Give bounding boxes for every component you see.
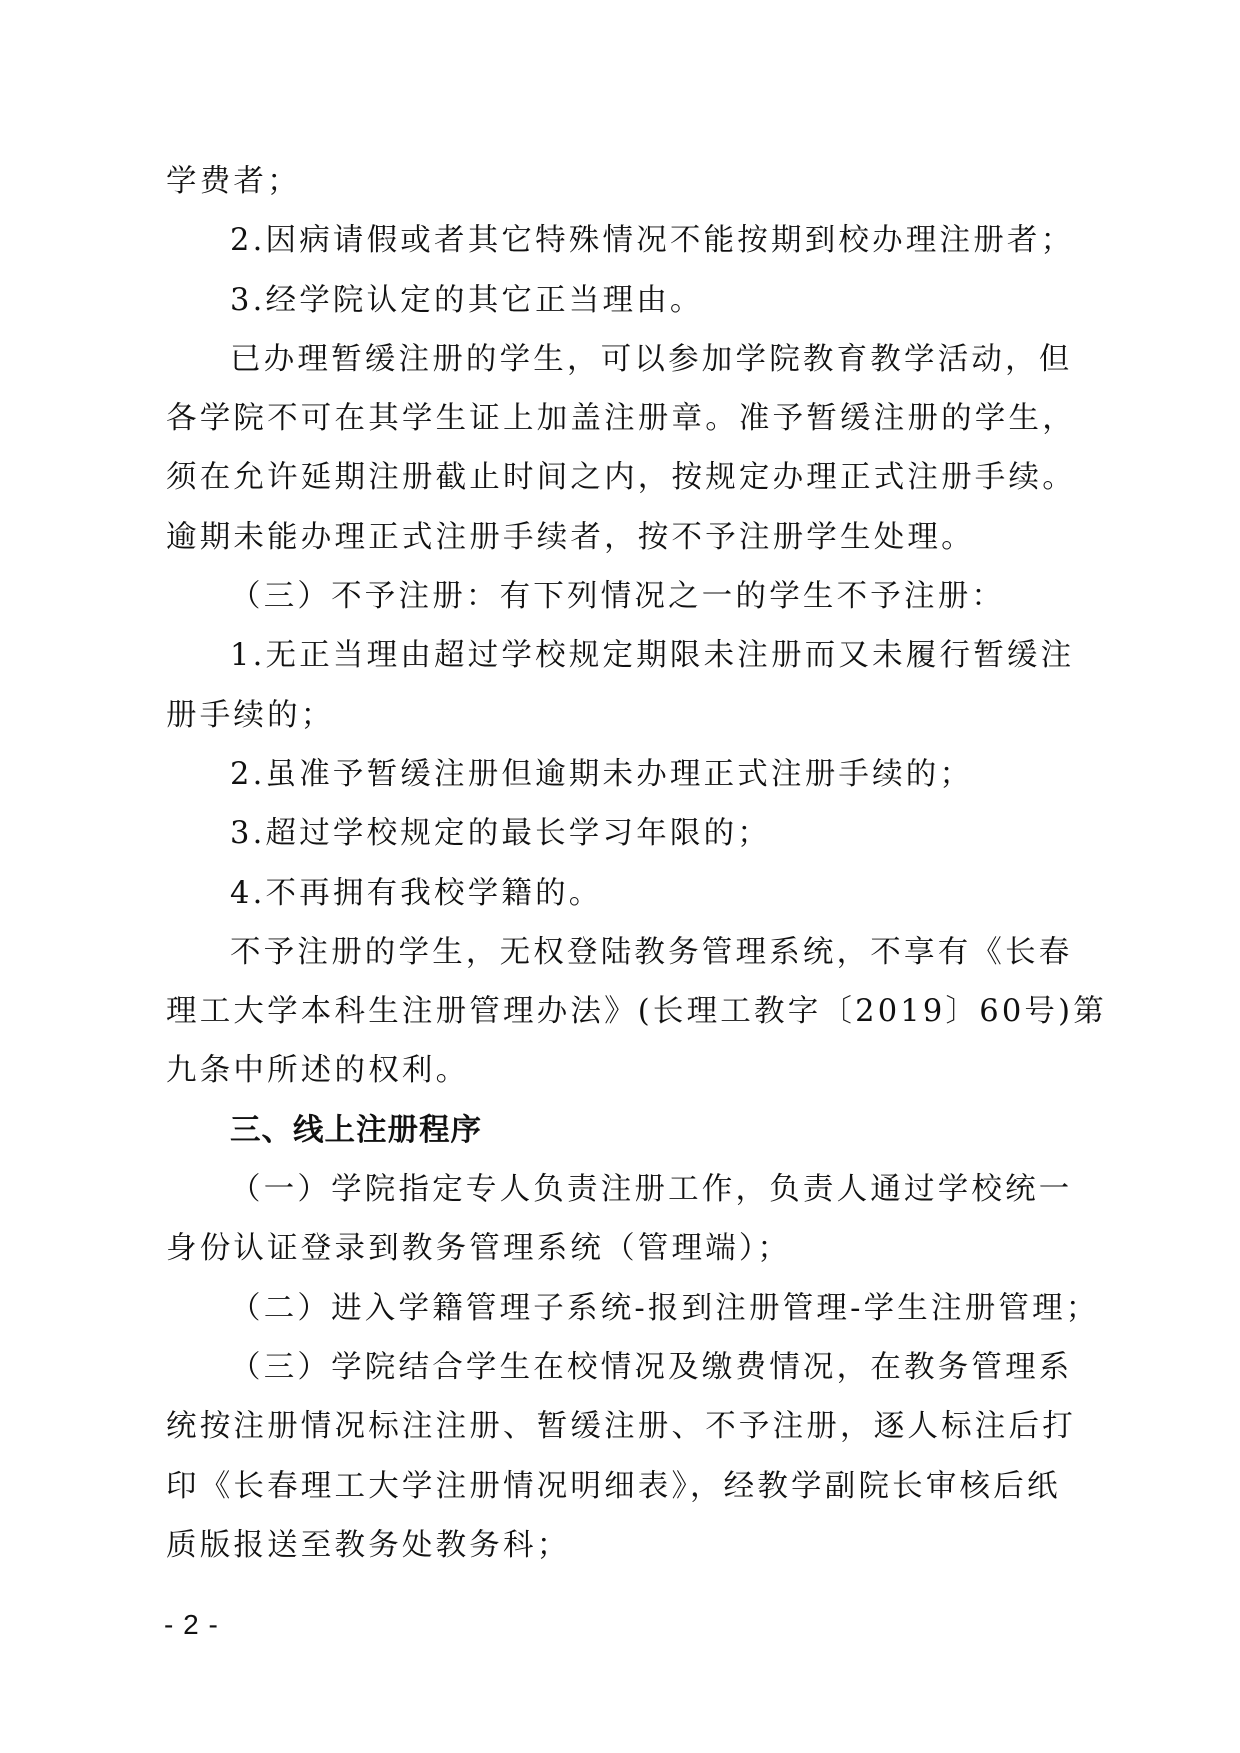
list-item-continuation: 册手续的；	[166, 697, 335, 733]
list-item: 4.不再拥有我校学籍的。	[230, 875, 603, 911]
list-item: 2.因病请假或者其它特殊情况不能按期到校办理注册者；	[230, 223, 1075, 259]
paragraph-line: 九条中所述的权利。	[166, 1053, 470, 1089]
list-item: 1.无正当理由超过学校规定期限未注册而又未履行暂缓注	[230, 638, 1075, 674]
list-item: 3.超过学校规定的最长学习年限的；	[230, 816, 771, 852]
procedure-step-continuation: 印《长春理工大学注册情况明细表》，经教学副院长审核后纸	[166, 1468, 1061, 1504]
paragraph-line: 须在允许延期注册截止时间之内，按规定办理正式注册手续。	[166, 460, 1076, 496]
text-line: 学费者；	[166, 164, 301, 199]
procedure-step: （三）学院结合学生在校情况及缴费情况，在教务管理系	[230, 1349, 1073, 1385]
procedure-step: （一）学院指定专人负责注册工作，负责人通过学校统一	[230, 1172, 1073, 1208]
paragraph-line: 理工大学本科生注册管理办法》(长理工教字〔2019〕60号)第	[166, 994, 1107, 1030]
document-body	[166, 152, 1107, 1575]
paragraph-line: 逾期未能办理正式注册手续者，按不予注册学生处理。	[166, 519, 975, 555]
section-heading: 三、线上注册程序	[230, 1112, 482, 1148]
procedure-step: （二）进入学籍管理子系统-报到注册管理-学生注册管理；	[230, 1290, 1100, 1326]
paragraph-line: 不予注册的学生，无权登陆教务管理系统，不享有《长春	[230, 934, 1073, 970]
paragraph-line: 已办理暂缓注册的学生，可以参加学院教育教学活动，但	[230, 341, 1073, 377]
procedure-step-continuation: 统按注册情况标注注册、暂缓注册、不予注册，逐人标注后打	[166, 1409, 1076, 1445]
list-item: 3.经学院认定的其它正当理由。	[230, 282, 704, 318]
procedure-step-continuation: 身份认证登录到教务管理系统（管理端）；	[166, 1231, 792, 1267]
paragraph-line: 各学院不可在其学生证上加盖注册章。准予暂缓注册的学生，	[166, 401, 1076, 437]
list-item: 2.虽准予暂缓注册但逾期未办理正式注册手续的；	[230, 756, 974, 792]
procedure-step-continuation: 质版报送至教务处教务科；	[166, 1527, 571, 1563]
subsection-heading: （三）不予注册：有下列情况之一的学生不予注册：	[230, 579, 1006, 615]
page-number: - 2 -	[164, 1609, 219, 1640]
